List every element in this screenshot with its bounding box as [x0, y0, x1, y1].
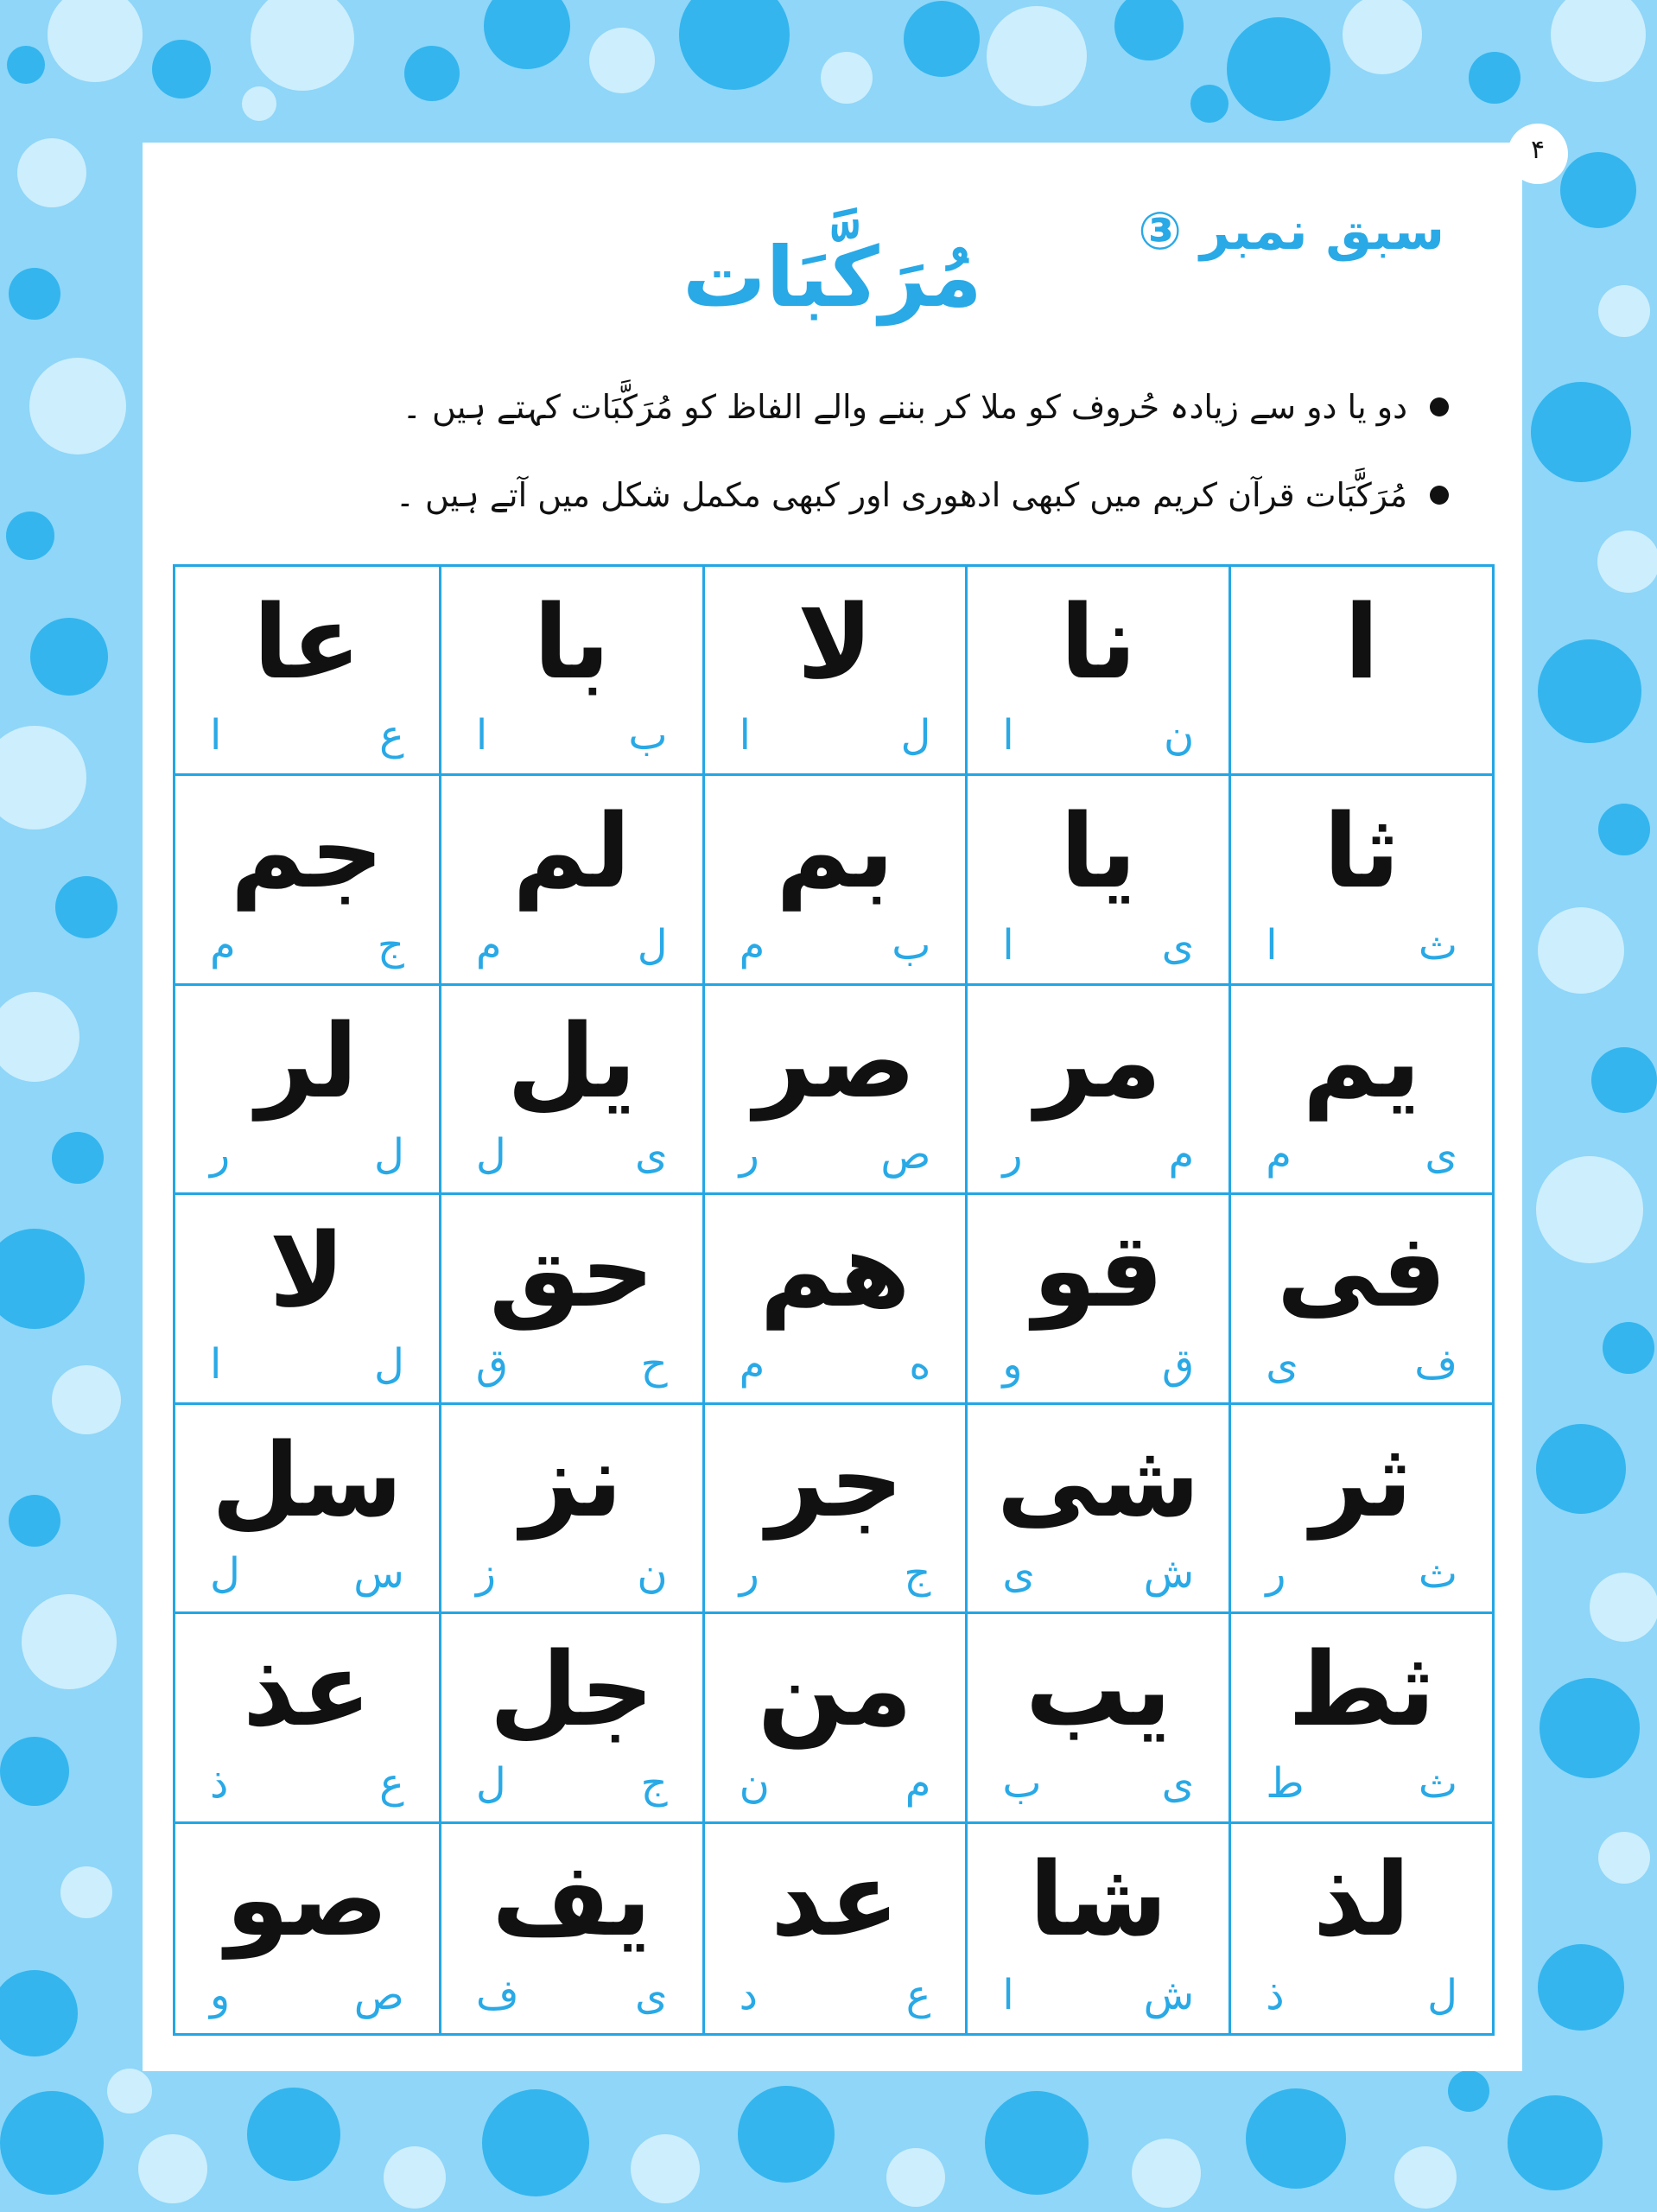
grid-cell — [702, 776, 966, 985]
bubble-decoration — [1469, 52, 1521, 104]
letter-combination-grid — [173, 564, 1495, 2036]
page-title: مُرَکَّبَات — [682, 229, 982, 326]
page-number: ۴ — [1508, 124, 1568, 184]
bubble-decoration — [1538, 1944, 1624, 2031]
combined-word: لا — [797, 582, 873, 702]
bubble-decoration — [0, 1229, 85, 1329]
letter-breakdown — [1266, 1759, 1457, 1808]
combined-word: هم — [759, 1211, 911, 1331]
bubble-decoration — [1591, 1047, 1657, 1113]
bubble-decoration — [29, 358, 126, 454]
grid-cell — [1228, 1405, 1492, 1614]
letter-breakdown — [210, 1971, 404, 2019]
bubble-decoration — [1227, 17, 1330, 121]
letter-breakdown — [210, 921, 404, 969]
letter-breakdown — [1266, 1549, 1457, 1598]
component-letter: ا — [1002, 920, 1014, 969]
combined-word: صر — [753, 1001, 917, 1121]
component-letter: ح — [640, 1339, 668, 1389]
component-letter: ر — [739, 1549, 759, 1599]
combined-word: عا — [252, 582, 361, 702]
bubble-decoration — [1597, 531, 1657, 593]
component-letter: ذ — [210, 1758, 229, 1808]
combined-word: ثر — [1311, 1420, 1413, 1540]
bubble-decoration — [9, 268, 60, 320]
component-letter: ر — [210, 1130, 231, 1179]
bubble-decoration — [0, 726, 86, 830]
grid-cell — [175, 1614, 439, 1823]
component-letter: ا — [1266, 920, 1278, 969]
bullet-text: دو یا دو سے زیادہ حُروف کو ملا کر بننے والے الفاظ کو مُرَکَّبَات کہتے ہیں ۔ — [402, 388, 1407, 426]
bubble-decoration — [631, 2134, 700, 2203]
component-letter: ر — [1002, 1130, 1023, 1179]
grid-cell — [439, 567, 702, 776]
letter-breakdown — [1002, 1549, 1194, 1598]
grid-cell — [1228, 776, 1492, 985]
component-letter: ر — [739, 1130, 759, 1179]
combined-word: عذ — [243, 1630, 371, 1750]
bubble-decoration — [6, 512, 54, 560]
bubble-decoration — [482, 2089, 589, 2196]
bubble-decoration — [1598, 804, 1650, 855]
bubble-decoration — [0, 1737, 69, 1806]
component-letter: ن — [637, 1549, 668, 1599]
grid-cell — [175, 986, 439, 1195]
bubble-decoration — [1538, 907, 1624, 994]
grid-cell — [175, 1824, 439, 2033]
grid-cell — [1228, 1614, 1492, 1823]
combined-word: یف — [492, 1839, 652, 1959]
grid-cell — [702, 1195, 966, 1404]
component-letter: ی — [635, 1130, 668, 1179]
component-letter: م — [739, 1339, 765, 1389]
bubble-decoration — [987, 6, 1087, 106]
combined-word: سل — [211, 1420, 403, 1540]
component-letter: ث — [1418, 1549, 1457, 1599]
grid-cell — [965, 567, 1228, 776]
bubble-decoration — [886, 2148, 945, 2207]
component-letter: م — [905, 1758, 931, 1808]
component-letter: ن — [739, 1758, 770, 1808]
component-letter: م — [210, 920, 236, 969]
bubble-decoration — [1343, 0, 1422, 74]
bubble-decoration — [22, 1594, 117, 1689]
component-letter: ع — [379, 711, 404, 760]
bubble-decoration — [738, 2086, 835, 2183]
bubble-decoration — [1603, 1322, 1654, 1374]
component-letter: ب — [628, 711, 668, 760]
bullet-dot-icon — [1430, 397, 1449, 416]
letter-breakdown — [740, 921, 931, 969]
combined-word: یب — [1025, 1630, 1171, 1750]
bubble-decoration — [1536, 1156, 1643, 1263]
component-letter: ث — [1418, 920, 1457, 969]
bubble-decoration — [484, 0, 570, 69]
component-letter: ا — [739, 711, 751, 760]
grid-cell — [175, 776, 439, 985]
component-letter: ل — [1427, 1971, 1457, 2019]
letter-breakdown — [740, 1971, 931, 2019]
combined-word: یم — [1302, 1001, 1421, 1121]
component-letter: ل — [637, 920, 668, 969]
component-letter: ط — [1266, 1758, 1305, 1808]
grid-cell — [439, 1614, 702, 1823]
letter-breakdown — [1002, 1971, 1194, 2019]
letter-breakdown — [210, 1130, 404, 1179]
letter-breakdown — [1002, 711, 1194, 760]
component-letter: ب — [1002, 1758, 1042, 1808]
component-letter: و — [1002, 1339, 1023, 1389]
bubble-decoration — [1132, 2139, 1201, 2208]
grid-cell — [1228, 986, 1492, 1195]
combined-word: شی — [996, 1420, 1201, 1540]
combined-word: لر — [256, 1001, 359, 1121]
bubble-decoration — [985, 2091, 1089, 2195]
component-letter: ن — [1163, 711, 1195, 760]
grid-cell — [1228, 1195, 1492, 1404]
combined-word: جر — [766, 1420, 904, 1540]
bubble-decoration — [1448, 2070, 1489, 2112]
component-letter: ی — [1002, 1549, 1035, 1599]
bubble-decoration — [152, 40, 211, 99]
grid-cell — [702, 986, 966, 1195]
bubble-decoration — [1508, 2095, 1603, 2190]
component-letter: م — [739, 920, 765, 969]
combined-word: صو — [225, 1839, 389, 1959]
component-letter: ث — [1418, 1758, 1457, 1808]
bubble-decoration — [55, 876, 117, 938]
bubble-decoration — [1598, 1832, 1650, 1884]
component-letter: ج — [904, 1549, 931, 1599]
lesson-number-label: سبق نمبر ③ — [1138, 201, 1444, 262]
bubble-decoration — [384, 2146, 446, 2209]
bubble-decoration — [1531, 382, 1631, 482]
combined-word: ا — [1343, 582, 1380, 702]
bubble-decoration — [242, 86, 276, 121]
component-letter: ه — [909, 1339, 931, 1389]
bubble-decoration — [17, 138, 86, 207]
component-letter: م — [475, 920, 502, 969]
component-letter: ا — [210, 711, 222, 760]
bubble-decoration — [247, 2088, 340, 2181]
letter-breakdown — [210, 711, 404, 760]
bubble-decoration — [138, 2134, 207, 2203]
letter-breakdown — [1266, 1971, 1457, 2019]
combined-word: لم — [512, 791, 632, 912]
component-letter: ش — [1143, 1971, 1195, 2019]
bubble-decoration — [251, 0, 354, 91]
bullet-dot-icon — [1430, 486, 1449, 505]
combined-word: یل — [506, 1001, 637, 1121]
combined-word: جم — [230, 791, 384, 912]
bubble-decoration — [1394, 2146, 1457, 2209]
grid-cell — [965, 986, 1228, 1195]
letter-breakdown — [740, 1759, 931, 1808]
grid-cell — [439, 1405, 702, 1614]
combined-word: نا — [1059, 582, 1137, 702]
bubble-decoration — [1598, 285, 1650, 337]
bubble-decoration — [1536, 1424, 1626, 1514]
bubble-decoration — [904, 1, 980, 77]
grid-cell — [439, 986, 702, 1195]
letter-breakdown — [1266, 1130, 1457, 1179]
grid-cell — [175, 567, 439, 776]
combined-word: ثط — [1287, 1630, 1436, 1750]
component-letter: ل — [475, 1130, 506, 1179]
letter-breakdown — [740, 1340, 931, 1389]
component-letter: ذ — [1266, 1971, 1285, 2019]
component-letter: ی — [1161, 920, 1195, 969]
letter-breakdown — [740, 1130, 931, 1179]
bullet-text: مُرَکَّبَات قرآن کریم میں کبھی ادھوری اور کبھی مکمل شکل میں آتے ہیں ۔ — [395, 476, 1407, 514]
bubble-decoration — [1246, 2088, 1346, 2189]
component-letter: ی — [1425, 1130, 1457, 1179]
combined-word: فی — [1276, 1211, 1447, 1331]
grid-cell — [175, 1195, 439, 1404]
component-letter: م — [1168, 1130, 1195, 1179]
bubble-decoration — [52, 1132, 104, 1184]
bubble-decoration — [48, 0, 143, 82]
component-letter: ی — [1266, 1339, 1298, 1389]
component-letter: ا — [1002, 711, 1014, 760]
component-letter: ا — [210, 1339, 222, 1389]
combined-word: من — [757, 1630, 913, 1750]
component-letter: ج — [377, 920, 404, 969]
letter-breakdown — [1002, 1130, 1194, 1179]
bullet-item — [300, 363, 1449, 451]
bubble-decoration — [404, 46, 460, 101]
bubble-decoration — [0, 2091, 104, 2195]
letter-breakdown — [476, 1759, 668, 1808]
lesson-page — [143, 143, 1522, 2071]
bubble-decoration — [9, 1495, 60, 1547]
bubble-decoration — [107, 2069, 152, 2113]
component-letter: س — [353, 1549, 404, 1599]
letter-breakdown — [476, 1549, 668, 1598]
grid-cell — [439, 776, 702, 985]
component-letter: د — [739, 1971, 758, 2019]
letter-breakdown — [1002, 921, 1194, 969]
combined-word: بم — [776, 791, 894, 912]
bubble-decoration — [589, 28, 655, 93]
grid-cell — [965, 776, 1228, 985]
bubble-decoration — [0, 1970, 78, 2056]
component-letter: ر — [1266, 1549, 1286, 1599]
bubble-decoration — [1551, 0, 1646, 82]
letter-breakdown — [210, 1549, 404, 1598]
letter-breakdown — [476, 1130, 668, 1179]
component-letter: ف — [475, 1971, 519, 2019]
combined-word: مر — [1035, 1001, 1162, 1121]
bubble-decoration — [1538, 639, 1641, 743]
grid-cell — [439, 1824, 702, 2033]
grid-cell — [702, 1614, 966, 1823]
combined-word: لذ — [1312, 1839, 1411, 1959]
letter-breakdown — [476, 921, 668, 969]
letter-breakdown — [476, 1340, 668, 1389]
component-letter: ق — [475, 1339, 509, 1389]
bubble-decoration — [60, 1866, 112, 1918]
bubble-decoration — [52, 1365, 121, 1434]
bullet-item — [300, 451, 1449, 539]
combined-word: قو — [1032, 1211, 1164, 1331]
bubble-decoration — [1114, 0, 1184, 60]
combined-word: با — [533, 582, 611, 702]
grid-cell — [702, 1405, 966, 1614]
letter-breakdown — [1266, 1340, 1457, 1389]
bubble-decoration — [1590, 1573, 1657, 1642]
letter-breakdown — [210, 1759, 404, 1808]
bubble-decoration — [30, 618, 108, 696]
combined-word: ثا — [1323, 791, 1400, 912]
combined-word: نز — [520, 1420, 623, 1540]
grid-cell — [175, 1405, 439, 1614]
component-letter: ب — [892, 920, 931, 969]
combined-word: حق — [489, 1211, 655, 1331]
letter-breakdown — [1002, 1340, 1194, 1389]
component-letter: ل — [373, 1130, 404, 1179]
component-letter: ی — [1161, 1758, 1195, 1808]
component-letter: ف — [1414, 1339, 1457, 1389]
grid-cell — [965, 1614, 1228, 1823]
combined-word: جل — [489, 1630, 654, 1750]
bubble-decoration — [1190, 85, 1228, 123]
combined-word: شا — [1029, 1839, 1168, 1959]
bubble-decoration — [679, 0, 790, 90]
bullet-list — [300, 363, 1449, 539]
bubble-decoration — [821, 52, 873, 104]
letter-breakdown — [1002, 1759, 1194, 1808]
bubble-decoration — [0, 992, 79, 1082]
letter-breakdown — [740, 1549, 931, 1598]
component-letter: ع — [379, 1758, 404, 1808]
grid-cell — [439, 1195, 702, 1404]
component-letter: ل — [373, 1339, 404, 1389]
grid-cell — [702, 567, 966, 776]
component-letter: ز — [475, 1549, 496, 1599]
combined-word: لا — [269, 1211, 346, 1331]
component-letter: ل — [210, 1549, 240, 1599]
bubble-decoration — [7, 46, 45, 84]
component-letter: ا — [1002, 1971, 1014, 2019]
component-letter: و — [210, 1971, 231, 2019]
component-letter: ل — [900, 711, 931, 760]
letter-breakdown — [476, 711, 668, 760]
component-letter: ج — [640, 1758, 668, 1808]
grid-cell — [1228, 1824, 1492, 2033]
combined-word: عد — [771, 1839, 899, 1959]
component-letter: ا — [475, 711, 488, 760]
component-letter: ی — [635, 1971, 668, 2019]
component-letter: م — [1266, 1130, 1292, 1179]
component-letter: ع — [905, 1971, 931, 2019]
combined-word: یا — [1059, 791, 1137, 912]
component-letter: ش — [1143, 1549, 1195, 1599]
component-letter: ص — [880, 1130, 931, 1179]
grid-cell — [965, 1405, 1228, 1614]
component-letter: ص — [353, 1971, 404, 2019]
grid-cell — [965, 1824, 1228, 2033]
letter-breakdown — [476, 1971, 668, 2019]
component-letter: ل — [475, 1758, 506, 1808]
bubble-decoration — [1540, 1678, 1640, 1778]
letter-breakdown — [210, 1340, 404, 1389]
grid-cell — [965, 1195, 1228, 1404]
grid-cell — [1228, 567, 1492, 776]
grid-cell — [702, 1824, 966, 2033]
letter-breakdown — [1266, 921, 1457, 969]
letter-breakdown — [740, 711, 931, 760]
component-letter: ق — [1161, 1339, 1195, 1389]
bubble-decoration — [1560, 152, 1636, 228]
